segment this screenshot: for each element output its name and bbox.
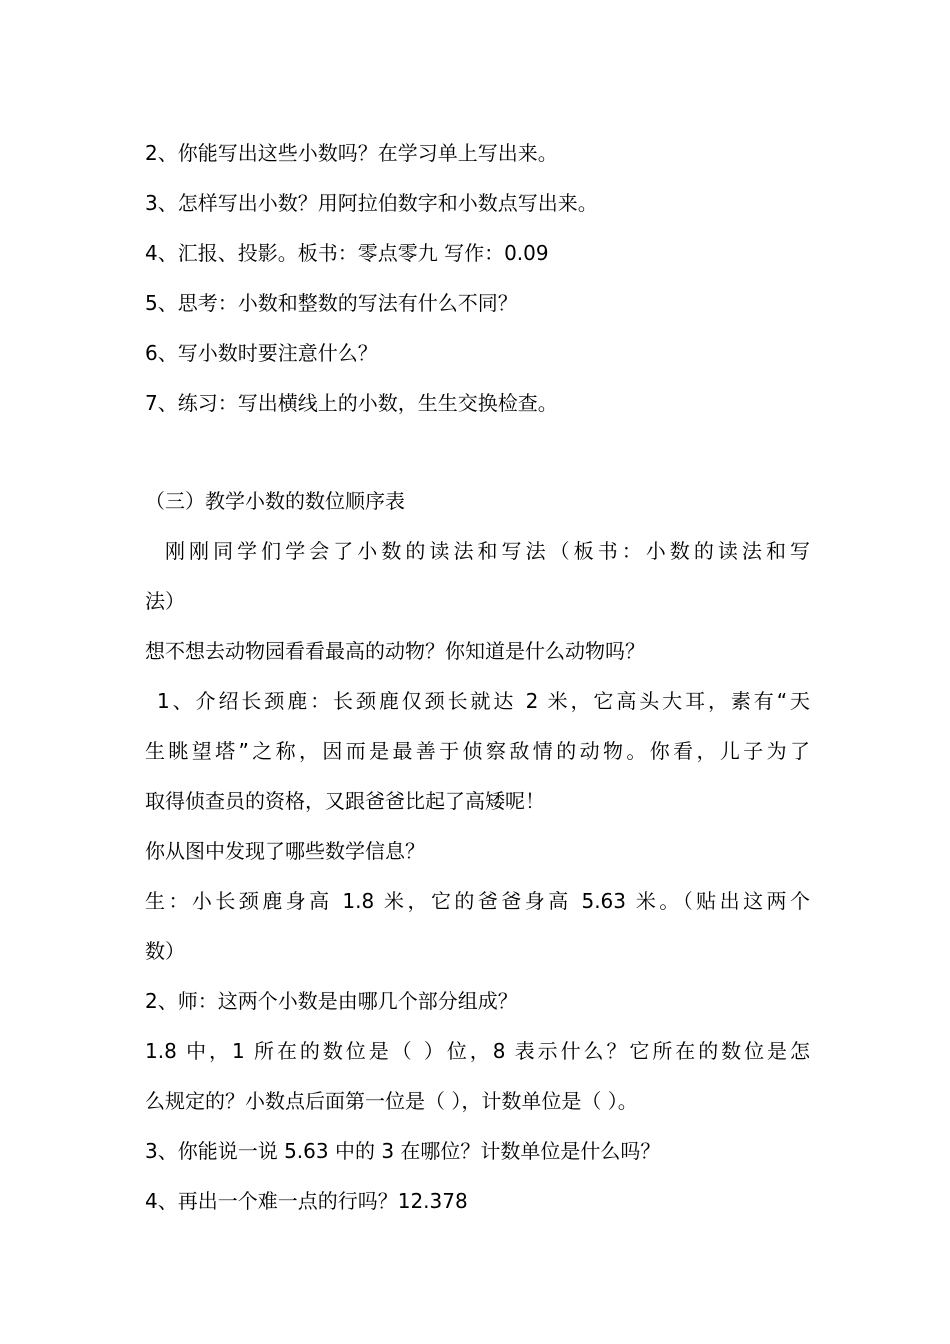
text-line: 3、你能说一说 5.63 中的 3 在哪位？计数单位是什么吗？: [145, 1139, 661, 1163]
text-line: 4、再出一个难一点的行吗？12.378: [145, 1189, 468, 1213]
text-line: 4、汇报、投影。板书：零点零九 写作：0.09: [145, 241, 549, 265]
text-line: 法）: [145, 589, 185, 613]
text-line: 生：小长颈鹿身高 1.8 米，它的爸爸身高 5.63 米。（贴出这两个: [145, 889, 810, 913]
text-line: 1、介绍长颈鹿：长颈鹿仅颈长就达 2 米，它高头大耳，素有“天: [157, 689, 810, 713]
text-line: 生眺望塔”之称，因而是最善于侦察敌情的动物。你看，儿子为了: [145, 739, 810, 763]
text-line: 1.8 中，1 所在的数位是（ ）位，8 表示什么？它所在的数位是怎: [145, 1039, 810, 1063]
text-line: 想不想去动物园看看最高的动物？你知道是什么动物吗？: [145, 639, 645, 663]
text-line: 数）: [145, 939, 185, 963]
text-line: 刚刚同学们学会了小数的读法和写法（板书：小数的读法和写: [165, 539, 810, 563]
text-line: 你从图中发现了哪些数学信息？: [145, 839, 425, 863]
text-line: 3、怎样写出小数？用阿拉伯数字和小数点写出来。: [145, 191, 598, 215]
section-heading: （三）教学小数的数位顺序表: [145, 489, 405, 513]
paragraph-gap: [145, 428, 810, 476]
text-line: 2、师：这两个小数是由哪几个部分组成？: [145, 989, 518, 1013]
document-page: [145, 128, 810, 1226]
text-line: 取得侦查员的资格，又跟爸爸比起了高矮呢！: [145, 789, 545, 813]
text-line: 7、练习：写出横线上的小数，生生交换检查。: [145, 391, 558, 415]
text-line: 么规定的？小数点后面第一位是（ ），计数单位是（ ）。: [145, 1089, 638, 1113]
text-line: 5、思考：小数和整数的写法有什么不同？: [145, 291, 518, 315]
text-line: 6、写小数时要注意什么？: [145, 341, 378, 365]
text-line: 2、你能写出这些小数吗？在学习单上写出来。: [145, 141, 558, 165]
